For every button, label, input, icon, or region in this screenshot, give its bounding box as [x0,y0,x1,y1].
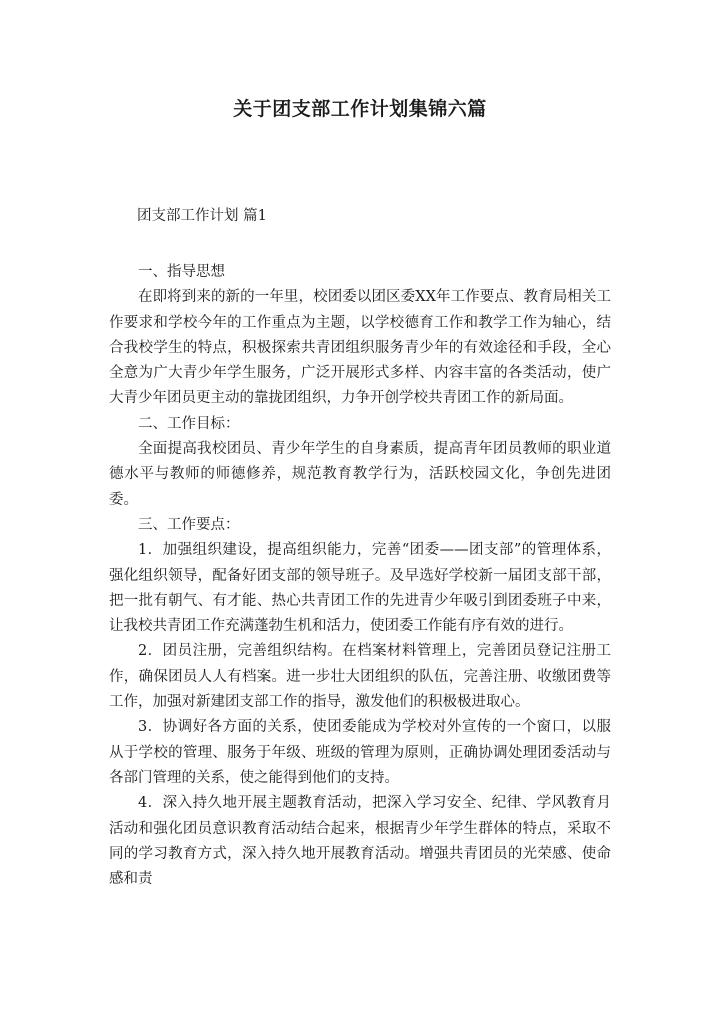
paragraph: 4．深入持久地开展主题教育活动，把深入学习安全、纪律、学风教育月活动和强化团员意识教育活动结合起来，根据青少年学生群体的特点，采取不同的学习教育方式，深入持久地开展教育活动。增强共青团员的光荣感、使命感和责 [109,795,611,888]
heading-guiding-thought: 一、指导思想 [138,264,225,280]
paragraph: 2．团员注册，完善组织结构。在档案材料管理上，完善团员登记注册工作，确保团员人人有档案。进一步壮大团组织的队伍，完善注册、收缴团费等工作，加强对新建团支部工作的指导，激发他们的积极极进取心。 [109,643,611,711]
document-title: 关于团支部工作计划集锦六篇 [233,98,487,120]
paragraph: 在即将到来的新的一年里，校团委以团区委XX年工作要点、教育局相关工作要求和学校今年的工作重点为主题，以学校德育工作和教学工作为轴心，结合我校学生的特点，积极探索共青团组织服务青少年的有效途径和手段，全心全意为广大青少年学生服务，广泛开展形式多样、内容丰富的各类活动，使广大青少年团员更主动的靠拢团组织，力争开创学校共青团工作的新局面。 [109,289,611,407]
paragraph: 3．协调好各方面的关系，使团委能成为学校对外宣传的一个窗口，以服从于学校的管理、服务于年级、班级的管理为原则，正确协调处理团委活动与各部门管理的关系，使之能得到他们的支持。 [109,719,611,786]
paragraph: 全面提高我校团员、青少年学生的自身素质，提高青年团员教师的职业道德水平与教师的师德修养，规范教育教学行为，活跃校园文化，争创先进团委。 [109,441,611,508]
heading-work-goals: 二、工作目标： [138,415,240,432]
document-body [109,260,611,892]
paragraph: 1．加强组织建设，提高组织能力，完善“团委——团支部”的管理体系，强化组织领导，配备好团支部的领导班子。及早选好学校新一届团支部干部，把一批有朝气、有才能、热心共青团工作的先进青少年吸引到团委班子中来，让我校共青团工作充满蓬勃生机和活力，使团委工作能有序有效的进行。 [109,542,611,635]
section-title: 团支部工作计划 篇1 [137,208,267,224]
heading-work-points: 三、工作要点： [138,516,240,533]
